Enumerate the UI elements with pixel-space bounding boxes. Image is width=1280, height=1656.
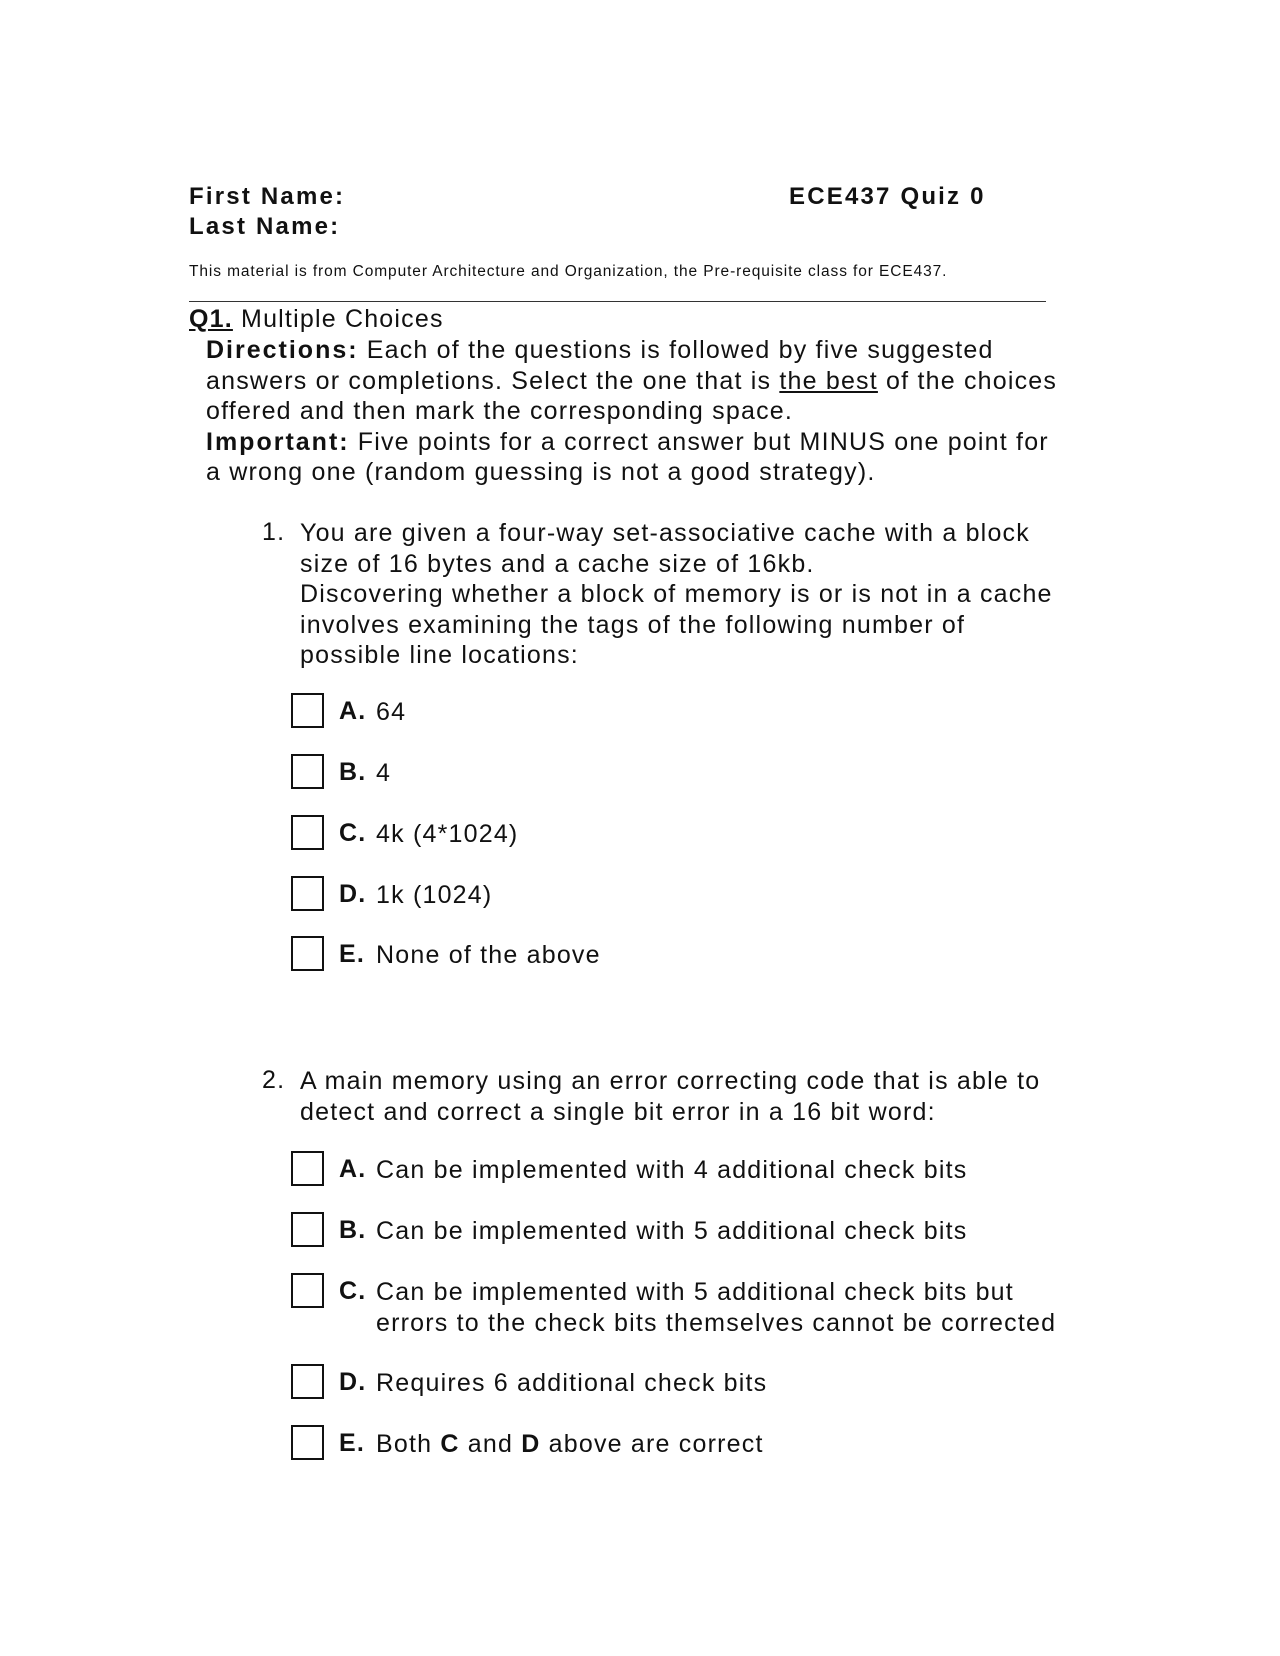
important-label: Important:: [206, 427, 350, 456]
important-line-1: Five points for a correct answer but MINUS one point for: [349, 427, 1049, 456]
option-text: [376, 1429, 764, 1460]
option-text-line: Can be implemented with 5 additional check bits but: [376, 1278, 1014, 1306]
option-ref-d: D: [521, 1430, 541, 1458]
q1-option-c-checkbox[interactable]: [291, 815, 324, 850]
q1-option-e-checkbox[interactable]: [291, 936, 324, 971]
option-letter: A.: [339, 1155, 367, 1183]
directions-line-2-pre: answers or completions. Select the one that is: [206, 366, 780, 395]
question-line: involves examining the tags of the following number of: [300, 610, 966, 639]
option-letter: E.: [339, 1429, 366, 1457]
option-letter: C.: [339, 1277, 367, 1305]
last-name-label: Last Name:: [189, 213, 341, 240]
q1-option-b-checkbox[interactable]: [291, 754, 324, 789]
directions-block: [206, 335, 1126, 488]
option-text-post: above are correct: [540, 1430, 764, 1458]
question-1-text: [300, 518, 1053, 671]
option-text: 1k (1024): [376, 881, 493, 909]
divider-line: [189, 301, 1046, 302]
option-text-mid: and: [459, 1430, 522, 1458]
q2-option-e-checkbox[interactable]: [291, 1425, 324, 1460]
option-letter: B.: [339, 1216, 367, 1244]
source-note: This material is from Computer Architecture and Organization, the Pre-requisite class for ECE437.: [189, 263, 948, 280]
section-title: [189, 305, 444, 334]
option-text: None of the above: [376, 941, 601, 969]
option-letter: C.: [339, 819, 367, 847]
q2-option-a-checkbox[interactable]: [291, 1151, 324, 1186]
q2-option-d-checkbox[interactable]: [291, 1364, 324, 1399]
option-letter: D.: [339, 1368, 367, 1396]
question-line: You are given a four-way set-associative cache with a block: [300, 519, 1030, 547]
first-name-label: First Name:: [189, 183, 346, 210]
option-text-line: errors to the check bits themselves cannot be corrected: [376, 1308, 1057, 1337]
option-text: Can be implemented with 5 additional check bits: [376, 1217, 968, 1245]
section-label: Q1.: [189, 305, 233, 333]
question-line: size of 16 bytes and a cache size of 16kb.: [300, 549, 815, 578]
directions-line-3: offered and then mark the corresponding space.: [206, 397, 794, 425]
option-ref-c: C: [440, 1430, 460, 1458]
option-text-pre: Both: [376, 1430, 441, 1458]
option-text: Requires 6 additional check bits: [376, 1369, 768, 1397]
q2-option-c-checkbox[interactable]: [291, 1273, 324, 1308]
option-text: 4k (4*1024): [376, 820, 519, 848]
option-letter: B.: [339, 758, 367, 786]
question-line: detect and correct a single bit error in a 16 bit word:: [300, 1097, 936, 1126]
question-2-number: 2.: [262, 1066, 286, 1094]
directions-line-1: Each of the questions is followed by five suggested: [358, 336, 994, 364]
question-line: A main memory using an error correcting code that is able to: [300, 1067, 1041, 1095]
option-text: Can be implemented with 4 additional check bits: [376, 1156, 968, 1184]
directions-line-2-post: of the choices: [877, 366, 1058, 395]
question-1-number: 1.: [262, 518, 286, 546]
q1-option-d-checkbox[interactable]: [291, 876, 324, 911]
question-2-text: [300, 1066, 1040, 1127]
option-text: 64: [376, 698, 407, 726]
option-letter: D.: [339, 880, 367, 908]
option-letter: E.: [339, 940, 366, 968]
quiz-title: ECE437 Quiz 0: [789, 183, 986, 210]
option-text: [376, 1277, 1056, 1338]
directions-label: Directions:: [206, 336, 359, 364]
question-line: possible line locations:: [300, 641, 579, 669]
option-text: 4: [376, 759, 392, 787]
directions-emphasis: the best: [779, 366, 878, 395]
option-letter: A.: [339, 697, 367, 725]
important-line-2: a wrong one (random guessing is not a good strategy).: [206, 458, 876, 486]
section-title-text: Multiple Choices: [232, 305, 444, 333]
q2-option-b-checkbox[interactable]: [291, 1212, 324, 1247]
q1-option-a-checkbox[interactable]: [291, 693, 324, 728]
question-line: Discovering whether a block of memory is or is not in a cache: [300, 580, 1053, 608]
